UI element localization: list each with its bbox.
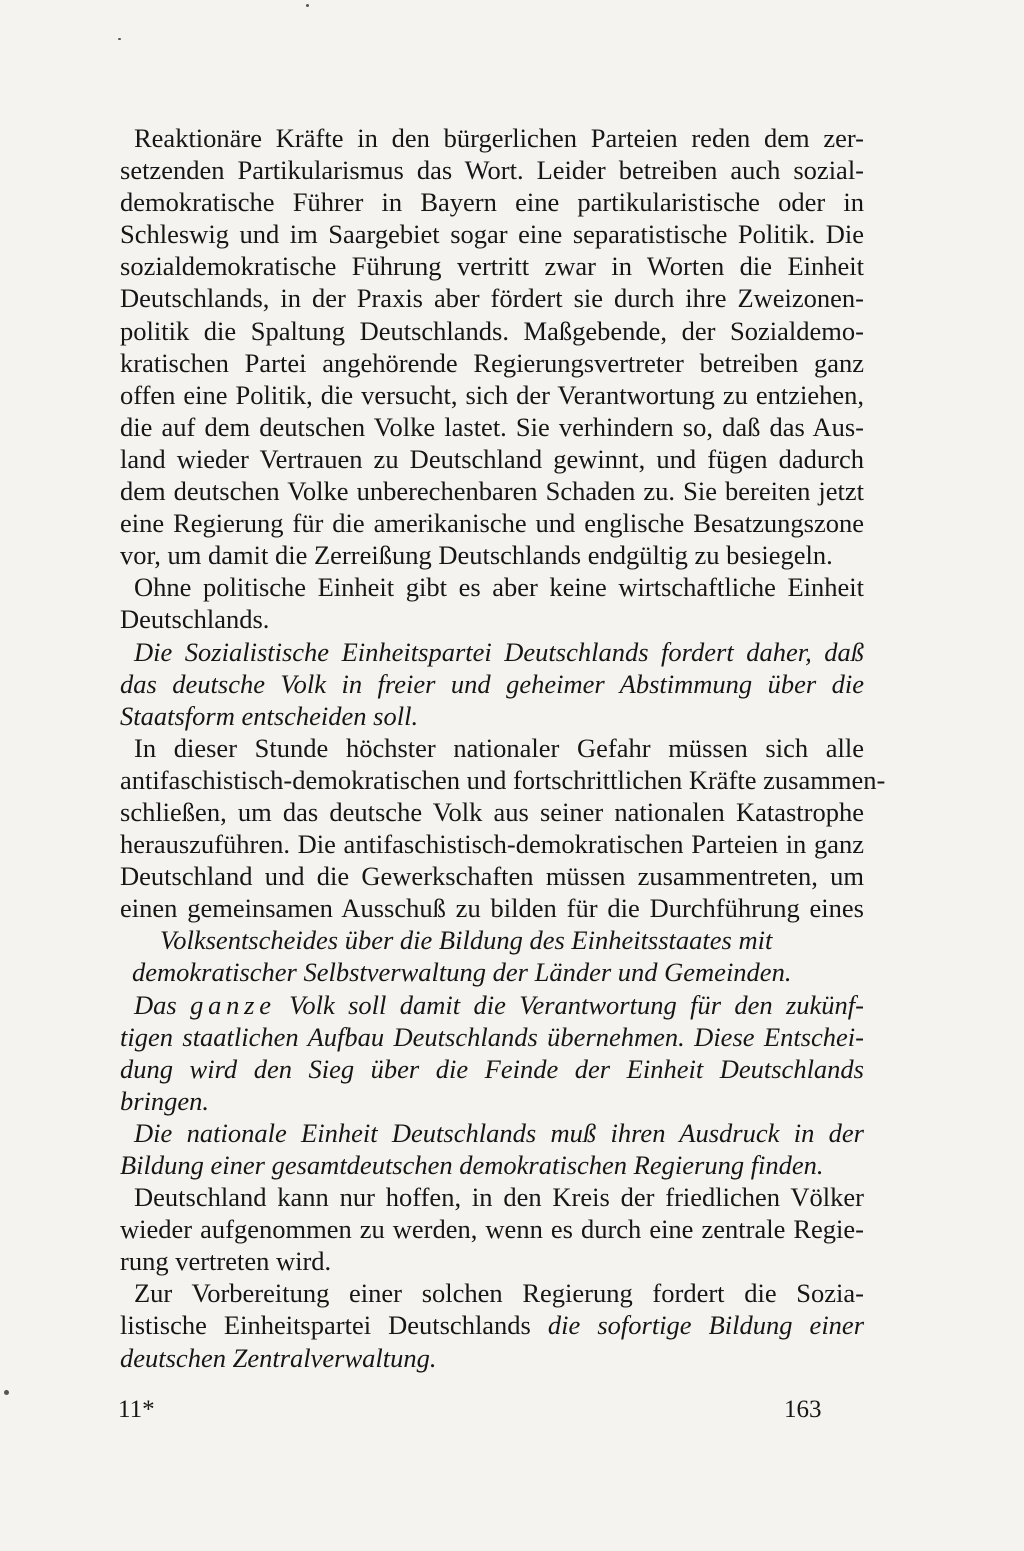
text-line	[120, 828, 864, 860]
text-line	[120, 379, 864, 411]
text-line	[120, 1021, 864, 1053]
text-run: wieder aufgenommen zu werden, wenn es durch eine zentrale Regie-	[120, 1214, 864, 1245]
text-run: schließen, um das deutsche Volk aus seiner nationalen Katastrophe	[120, 796, 864, 827]
text-line	[120, 796, 864, 828]
text-line	[120, 668, 864, 700]
text-line	[120, 218, 864, 250]
text-run: In dieser Stunde höchster nationaler Gefahr müssen sich alle	[134, 732, 864, 763]
print-speck	[306, 4, 309, 7]
text-run: die auf dem deutschen Volke lastet. Sie verhindern so, daß das Aus-	[120, 411, 864, 442]
text-run: listische Einheitspartei Deutschlands	[120, 1310, 548, 1341]
text-run: einen gemeinsamen Ausschuß zu bilden für die Durchführung eines	[120, 893, 864, 924]
print-speck	[4, 1390, 9, 1395]
text-line	[120, 507, 864, 539]
text-line	[120, 1245, 864, 1277]
text-run: herauszuführen. Die antifaschistisch-demokratischen Parteien in ganz	[120, 829, 864, 860]
emphasis-run: Das	[134, 989, 191, 1020]
text-line	[120, 1085, 864, 1117]
text-run: Schleswig und im Saargebiet sogar eine separatistische Politik. Die	[120, 219, 864, 250]
text-run: demokratische Führer in Bayern eine partikularistische oder in	[120, 187, 864, 218]
text-line	[120, 539, 864, 571]
emphasis-run: deutschen Zentralverwaltung.	[120, 1342, 437, 1373]
text-run: offen eine Politik, die versucht, sich der Verantwortung zu entziehen,	[120, 379, 864, 410]
text-line	[120, 924, 864, 956]
signature-mark: 11*	[118, 1396, 155, 1423]
page-number: 163	[784, 1396, 822, 1423]
emphasis-run: das deutsche Volk in freier und geheimer Abstimmung über die	[120, 668, 864, 699]
text-line	[120, 1342, 864, 1374]
text-run: rung vertreten wird.	[120, 1246, 332, 1277]
text-line	[120, 250, 864, 282]
text-run: Deutschlands, in der Praxis aber fördert sie durch ihre Zweizonen-	[120, 283, 864, 314]
text-line	[120, 411, 864, 443]
text-run: Zur Vorbereitung einer solchen Regierung fordert die Sozia-	[134, 1278, 864, 1309]
emphasis-run: bringen.	[120, 1085, 210, 1116]
text-line	[120, 956, 864, 988]
text-run: kratischen Partei angehörende Regierungsvertreter betreiben ganz	[120, 347, 864, 378]
print-speck	[118, 38, 121, 40]
text-line	[120, 186, 864, 218]
text-run: antifaschistisch-demokratischen und fortschrittlichen Kräfte zusammen-	[120, 764, 886, 795]
text-run: Reaktionäre Kräfte in den bürgerlichen Parteien reden dem zer-	[134, 123, 864, 153]
text-line	[120, 154, 864, 186]
text-line	[120, 282, 864, 314]
text-line	[120, 347, 864, 379]
text-run: land wieder Vertrauen zu Deutschland gewinnt, und fügen dadurch	[120, 443, 864, 474]
body-text	[120, 122, 886, 1374]
text-line	[120, 1309, 864, 1341]
text-run: Deutschland und die Gewerkschaften müssen zusammentreten, um	[120, 861, 864, 892]
text-line	[120, 1053, 864, 1085]
text-line	[120, 860, 864, 892]
text-line	[120, 443, 864, 475]
text-run: vor, um damit die Zerreißung Deutschlands endgültig zu besiegeln.	[120, 540, 833, 571]
text-line	[120, 764, 886, 796]
text-line	[120, 603, 864, 635]
text-line	[120, 892, 864, 924]
text-run: sozialdemokratische Führung vertritt zwar in Worten die Einheit	[120, 251, 864, 282]
text-line	[120, 989, 864, 1021]
text-line	[120, 1117, 864, 1149]
text-line	[120, 636, 864, 668]
text-run: Deutschland kann nur hoffen, in den Kreis der friedlichen Völker	[134, 1182, 864, 1213]
emphasis-run: Volk soll damit die Verantwortung für den zukünf-	[275, 989, 864, 1020]
text-line	[120, 732, 864, 764]
emphasis-run: tigen staatlichen Aufbau Deutschlands übernehmen. Diese Entschei-	[120, 1021, 864, 1052]
emphasis-run: dung wird den Sieg über die Feinde der Einheit Deutschlands	[120, 1053, 864, 1084]
emphasis-run: demokratischer Selbstverwaltung der Länder und Gemeinden.	[132, 957, 792, 988]
text-line	[120, 571, 864, 603]
emphasis-run: die sofortige Bildung einer	[547, 1310, 865, 1341]
text-run: Ohne politische Einheit gibt es aber keine wirtschaftliche Einheit	[134, 572, 864, 603]
text-line	[120, 1181, 864, 1213]
emphasis-run: Die nationale Einheit Deutschlands muß ihren Ausdruck in der	[134, 1117, 864, 1148]
text-line	[120, 315, 864, 347]
emphasis-run: Bildung einer gesamtdeutschen demokratischen Regierung finden.	[120, 1150, 824, 1180]
text-line	[120, 700, 864, 732]
text-run: dem deutschen Volke unberechenbaren Schaden zu. Sie bereiten jetzt	[120, 476, 864, 507]
text-run: Deutschlands.	[120, 604, 270, 635]
text-line	[120, 1149, 864, 1181]
text-line	[120, 1277, 864, 1309]
text-line	[120, 475, 864, 507]
text-run: politik die Spaltung Deutschlands. Maßgebende, der Sozialdemo-	[120, 315, 864, 346]
text-run: eine Regierung für die amerikanische und englische Besatzungszone	[120, 508, 864, 539]
emphasis-run: Staatsform entscheiden soll.	[120, 700, 419, 731]
emphasis-run: Volksentscheides über die Bildung des Einheitsstaates mit	[160, 925, 773, 956]
text-line	[120, 122, 864, 154]
emphasis-run: ganze	[190, 989, 276, 1020]
text-run: setzenden Partikularismus das Wort. Leider betreiben auch sozial-	[120, 155, 864, 186]
text-line	[120, 1213, 864, 1245]
emphasis-run: Die Sozialistische Einheitspartei Deutschlands fordert daher, daß	[134, 636, 864, 667]
